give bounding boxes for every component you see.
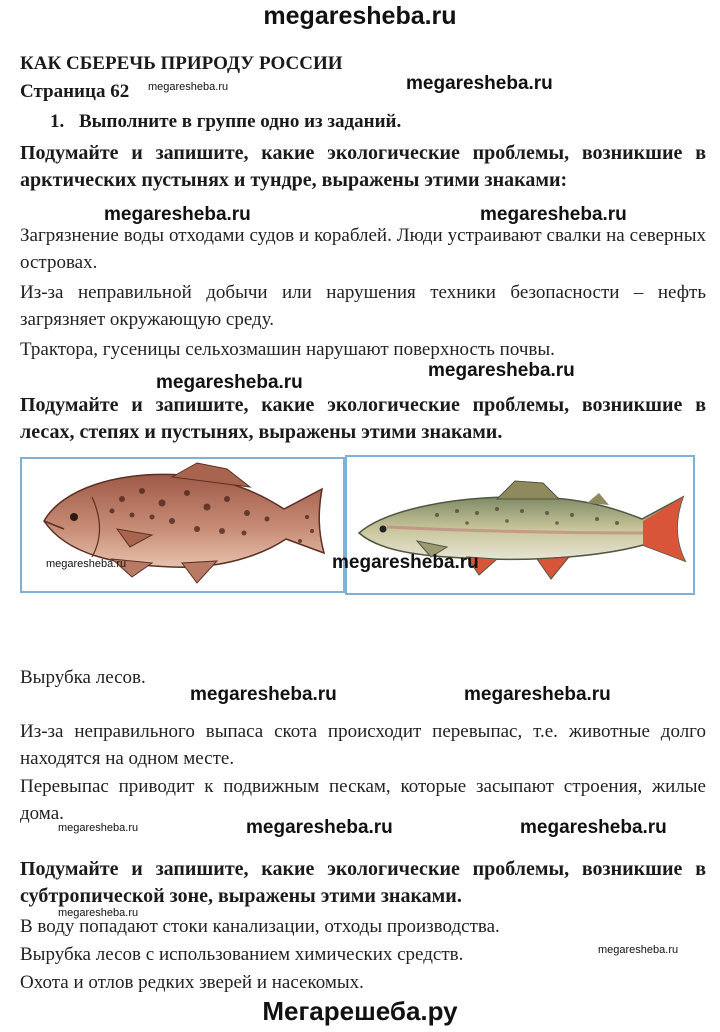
page-title: КАК СБЕРЕЧЬ ПРИРОДУ РОССИИ [20, 53, 343, 74]
watermark: megaresheba.ru [464, 684, 611, 705]
exercise-number: 1. [50, 111, 65, 132]
task-answer-3-3: Охота и отлов редких зверей и насекомых. [20, 972, 364, 993]
watermark: megaresheba.ru [190, 684, 337, 705]
task-question-2: Подумайте и запишите, какие экологические проблемы, возникшие в лесах, степях и пустынях, выражены этими знаками. [20, 394, 706, 443]
watermark: megaresheba.ru [428, 360, 575, 381]
task-answer-2-1: Вырубка лесов. [20, 667, 146, 688]
watermark: megaresheba.ru [406, 73, 553, 94]
watermark: megaresheba.ru [156, 372, 303, 393]
task-answer-1-1: Загрязнение воды отходами судов и кораблей. Люди устраивают свалки на северных островах. [20, 225, 706, 273]
watermark: megaresheba.ru [480, 204, 627, 225]
task-answer-1-3: Трактора, гусеницы сельхозмашин нарушают поверхность почвы. [20, 339, 555, 360]
task-answer-3-1: В воду попадают стоки канализации, отходы производства. [20, 916, 500, 937]
task-question-1: Подумайте и запишите, какие экологические проблемы, возникшие в арктических пустынях и тундре, выражены этими знаками: [20, 142, 706, 191]
task-answer-2-2: Из-за неправильного выпаса скота происходит перевыпас, т.е. животные долго находятся на одном месте. [20, 721, 706, 769]
site-title-bottom: Мегарешеба.ру [262, 996, 458, 1026]
exercise-text: Выполните в группе одно из заданий. [79, 111, 402, 132]
site-title-top: megaresheba.ru [263, 2, 457, 30]
watermark-small: megaresheba.ru [58, 822, 139, 834]
task-answer-3-2: Вырубка лесов с использованием химических средств. [20, 944, 464, 965]
task-answer-1-2: Из-за неправильной добычи или нарушения техники безопасности – нефть загрязняет окружающую среду. [20, 282, 706, 330]
task-answer-2-3: Перевыпас приводит к подвижным пескам, которые засыпают строения, жилые дома. [20, 776, 706, 824]
watermark: megaresheba.ru [520, 817, 667, 838]
figure-right [345, 455, 695, 595]
watermark: megaresheba.ru [332, 552, 479, 573]
watermark-small: megaresheba.ru [148, 81, 229, 93]
watermark-small: megaresheba.ru [46, 558, 127, 570]
watermark: megaresheba.ru [104, 204, 251, 225]
figure-left [20, 457, 345, 593]
task-question-3: Подумайте и запишите, какие экологические проблемы, возникшие в субтропической зоне, выражены этими знаками. [20, 858, 706, 907]
exercise-heading [50, 110, 401, 134]
watermark-small: megaresheba.ru [58, 907, 139, 919]
watermark: megaresheba.ru [246, 817, 393, 838]
spotted-fish-icon [22, 459, 343, 591]
watermark-small: megaresheba.ru [598, 944, 679, 956]
page-number: Страница 62 [20, 81, 130, 102]
